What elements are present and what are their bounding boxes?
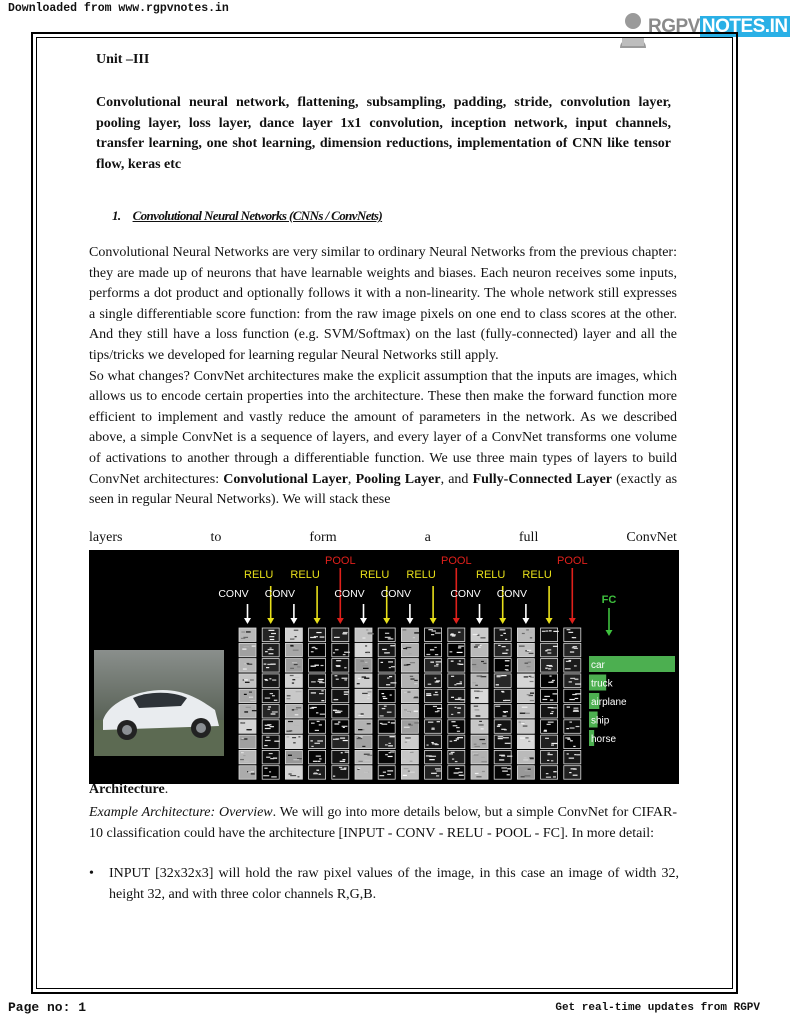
pool-label: POOL (441, 555, 472, 567)
conv-arrow-icon (244, 604, 251, 624)
conv-label: CONV (334, 588, 365, 600)
unit-title: Unit –III (96, 52, 150, 67)
paragraph-example-text: . We will go into more details below, but a simple ConvNet for CIFAR-10 classification could have the architecture [INPUT - CONV - RELU - POOL - FC]. In more detail: (89, 805, 677, 841)
conv-arrow-icon (476, 604, 483, 624)
conv-arrow-icon (406, 604, 413, 624)
word: to (210, 530, 222, 545)
word: a (424, 530, 431, 545)
activation-column-relu (378, 628, 396, 779)
updates-link-text[interactable]: Get real-time updates from RGPV (555, 1002, 760, 1014)
conv-label: CONV (450, 588, 481, 600)
logo-text-left: RGPV (648, 16, 700, 37)
paragraph-example (89, 803, 677, 844)
activation-column-pool (332, 628, 350, 779)
activation-column-conv (517, 628, 534, 779)
unit-topics: Convolutional neural network, flattening, subsampling, padding, stride, convolution layer, pooling layer, loss layer, dance layer 1x1 convolution, inception network, input channels, transfer learning, one shot learning, dimension reductions, implementation of CNN like tensor flow, keras etc (96, 95, 671, 172)
paragraph-intro (89, 243, 677, 511)
conv-label: CONV (218, 588, 249, 600)
term-architecture: Architecture (89, 782, 165, 797)
class-label: truck (591, 678, 613, 690)
word: ConvNet (626, 530, 677, 545)
section-title: Convolutional Neural Networks (CNNs / ConvNets) (132, 208, 383, 223)
activation-column-conv (471, 628, 488, 779)
term-convolutional-layer: Convolutional Layer (223, 471, 348, 487)
fc-arrow-icon (606, 608, 613, 636)
word: layers (89, 530, 123, 545)
conv-arrow-icon (522, 604, 529, 624)
conv-label: CONV (380, 588, 412, 600)
fc-label: FC (601, 594, 617, 606)
separator-comma: , (347, 471, 356, 487)
bullet-icon: • (89, 866, 94, 881)
word: form (309, 530, 337, 545)
relu-label: RELU (360, 569, 390, 581)
class-label: airplane (591, 697, 627, 708)
logo-text-right: NOTES.IN (701, 16, 788, 37)
period: . (164, 782, 169, 797)
car-photo (94, 650, 224, 756)
example-architecture-label: Example Architecture: Overview (89, 805, 273, 820)
conv-label: CONV (496, 588, 528, 600)
class-label: car (591, 660, 605, 671)
convnet-architecture-figure (89, 550, 679, 784)
relu-label: RELU (244, 569, 274, 581)
paragraph-changes-text: So what changes? ConvNet architectures make the explicit assumption that the inputs are images, which allows us to encode certain properties into the architecture. These then make the forward function more efficient to implement and vastly reduce the amount of parameters in the network. As we described above, a simple ConvNet is a sequence of layers, and every layer of a ConvNet transforms one volume of activations to another through a differentiable function. We use three main types of layers to build ConvNet architectures: (89, 368, 677, 487)
relu-arrow-icon (314, 586, 321, 624)
list-item-text: INPUT [32x32x3] will hold the raw pixel values of the image, in this case an image of width 32, height 32, and with three color channels R,G,B. (109, 866, 679, 902)
activation-column-relu (494, 628, 512, 779)
activation-column-relu (262, 628, 280, 779)
class-label: horse (591, 734, 617, 745)
term-pooling-layer: Pooling Layer (355, 471, 441, 487)
activation-column-relu (541, 628, 559, 779)
activation-column-conv (401, 628, 420, 779)
activation-column-relu (309, 628, 326, 779)
justified-line (89, 530, 677, 546)
pool-arrow-icon (569, 568, 576, 624)
conv-arrow-icon (290, 604, 297, 624)
activation-column-conv (239, 628, 257, 779)
download-source-text: Downloaded from www.rgpvnotes.in (8, 2, 229, 15)
class-label: ship (591, 715, 610, 727)
conv-arrow-icon (360, 604, 367, 624)
pool-label: POOL (557, 555, 588, 567)
page-number: Page no: 1 (8, 1000, 87, 1015)
relu-arrow-icon (430, 586, 437, 624)
relu-label: RELU (406, 569, 436, 581)
term-fully-connected-layer: Fully-Connected Layer (472, 471, 613, 487)
activation-column-conv (355, 628, 374, 779)
relu-arrow-icon (546, 586, 553, 624)
relu-label: RELU (476, 569, 506, 581)
activation-column-conv (285, 628, 302, 779)
relu-label: RELU (522, 569, 552, 581)
architecture-word (89, 782, 168, 798)
paragraph-changes-tail: (exactly as seen in regular Neural Networks). We will stack these (89, 471, 678, 508)
activation-column-relu (425, 628, 443, 779)
list-item (89, 864, 679, 905)
pool-label: POOL (325, 555, 356, 567)
activation-column-pool (564, 628, 581, 779)
section-heading (112, 208, 382, 224)
convnet-diagram (89, 550, 679, 784)
paragraph-intro-text: Convolutional Neural Networks are very similar to ordinary Neural Networks from the previous chapter: they are made up of neurons that have learnable weights and biases. Each neuron receives some inputs, performs a dot product and optionally follows it with a non-linearity. The whole network still expresses a single differentiable score function: from the raw image pixels on one end to class scores at the other. And they still have a loss function (e.g. SVM/Softmax) on the last (fully-connected) layer and all the tips/tricks we developed for learning regular Neural Networks still apply. (89, 245, 677, 363)
word: full (518, 530, 539, 545)
page-border-inner (36, 37, 733, 989)
separator-and: , and (440, 471, 473, 487)
activation-column-pool (448, 628, 465, 779)
relu-label: RELU (290, 569, 320, 581)
conv-label: CONV (264, 588, 296, 600)
section-number: 1. (112, 208, 121, 223)
